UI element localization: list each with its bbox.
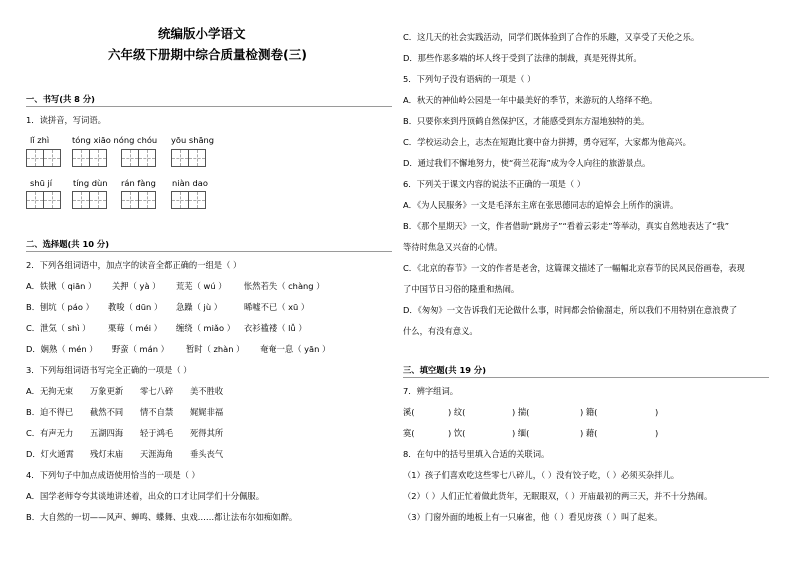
q4-option-c: C．这几天的社会实践活动，同学们既体验到了合作的乐趣，又享受了天伦之乐。 <box>403 32 700 42</box>
q5-option-c: C．学校运动会上，志杰在短跑比赛中奋力拼搏，勇夺冠军，大家都为他高兴。 <box>403 137 691 147</box>
writing-grid-2[interactable] <box>72 149 106 167</box>
writing-grid-1[interactable] <box>26 149 60 167</box>
q6-option-d-line-2: 什么，有没有意义。 <box>403 326 478 336</box>
writing-grid-6[interactable] <box>72 191 106 209</box>
question-6: 6．下列关于课文内容的说法不正确的一项是（ ） <box>403 179 586 189</box>
q6-option-b-line-1: B．《那个星期天》一文，作者借助“跳房子”“看着云彩走”等举动，真实自然地表达了“我” <box>403 221 730 231</box>
pinyin-3: yōu shāng <box>171 135 215 145</box>
section-2-heading: 二、选择题(共 10 分) <box>26 239 109 249</box>
q8-item-2: （2）（ ）人们正忙着做此货年，无眠眼双，（ ）开庙最初的两三天，并不十分热闹。 <box>403 491 713 501</box>
q6-option-c-line-1: C．《北京的春节》一文的作者是老舍，这篇课文描述了一幅幅北京春节的民风民俗画卷，表现 <box>403 263 745 273</box>
section-3-heading: 三、填空题(共 19 分) <box>403 365 486 375</box>
section-1-rule <box>26 106 392 107</box>
q6-option-b-line-2: 等待时焦急又兴奋的心情。 <box>403 242 503 252</box>
q6-option-d-line-1: D．《匆匆》一文告诉我们无论做什么事，时间都会恰偷溜走，所以我们不用特别在意浪费了 <box>403 305 738 315</box>
pinyin-1: lǐ zhì <box>30 135 50 145</box>
q4-option-a: A．国学老师夸夸其谈地讲述着，出众的口才让同学们十分佩服。 <box>26 491 264 501</box>
pinyin-6: rán fàng <box>121 178 156 188</box>
section-2-rule <box>26 251 392 252</box>
section-1-heading: 一、书写(共 8 分) <box>26 94 95 104</box>
writing-grid-7[interactable] <box>121 191 155 209</box>
q5-option-d: D．通过我们不懈地努力，使“荷兰花海”成为令人向往的旅游景点。 <box>403 158 651 168</box>
writing-grid-8[interactable] <box>171 191 205 209</box>
question-3: 3．下列每组词语书写完全正确的一项是（ ） <box>26 365 192 375</box>
pinyin-5: tíng dùn <box>73 178 108 188</box>
question-8: 8．在句中的括号里填入合适的关联词。 <box>403 449 550 459</box>
q4-option-d: D．那些作恶多端的坏人终于受到了法律的制裁，真是死得其所。 <box>403 53 642 63</box>
writing-grid-5[interactable] <box>26 191 60 209</box>
question-2: 2．下列各组词语中，加点字的读音全都正确的一组是（ ） <box>26 260 242 270</box>
question-1: 1．读拼音，写词语。 <box>26 115 106 125</box>
q6-option-c-line-2: 了中国节日习俗的隆重和热闹。 <box>403 284 520 294</box>
title-line-1: 统编版小学语文 <box>158 26 246 41</box>
section-3-rule <box>403 377 769 378</box>
question-4: 4．下列句子中加点成语使用恰当的一项是（ ） <box>26 470 200 480</box>
q8-item-1: （1）孩子们喜欢吃这些零七八碎儿，（ ）没有饺子吃，（ ）必须买杂拌儿。 <box>403 470 680 480</box>
writing-grid-4[interactable] <box>171 149 205 167</box>
q8-item-3: （3）门窗外面的地板上有一只麻雀，他（ ）看见房孩（ ）叫了起来。 <box>403 512 663 522</box>
title-line-2: 六年级下册期中综合质量检测卷(三) <box>108 47 307 62</box>
question-5: 5．下列句子没有语病的一项是（ ） <box>403 74 536 84</box>
pinyin-7: niàn dao <box>172 178 208 188</box>
pinyin-2: tóng xiāo nóng chóu <box>72 135 158 145</box>
q5-option-b: B．只要你来到丹顶鹤自然保护区，才能感受到东方湿地独特的美。 <box>403 116 650 126</box>
q6-option-a: A．《为人民服务》一文是毛泽东主席在张思德同志的追悼会上所作的演讲。 <box>403 200 679 210</box>
q5-option-a: A．秋天的神仙岭公园是一年中最美好的季节，来游玩的人络绎不绝。 <box>403 95 658 105</box>
pinyin-4: shū jí <box>30 178 53 188</box>
question-7: 7．辨字组词。 <box>403 386 459 396</box>
writing-grid-3[interactable] <box>121 149 155 167</box>
q4-option-b: B．大自然的一切——风声、蝉鸣、蝶舞、虫戏……都让法布尔如痴如醉。 <box>26 512 298 522</box>
